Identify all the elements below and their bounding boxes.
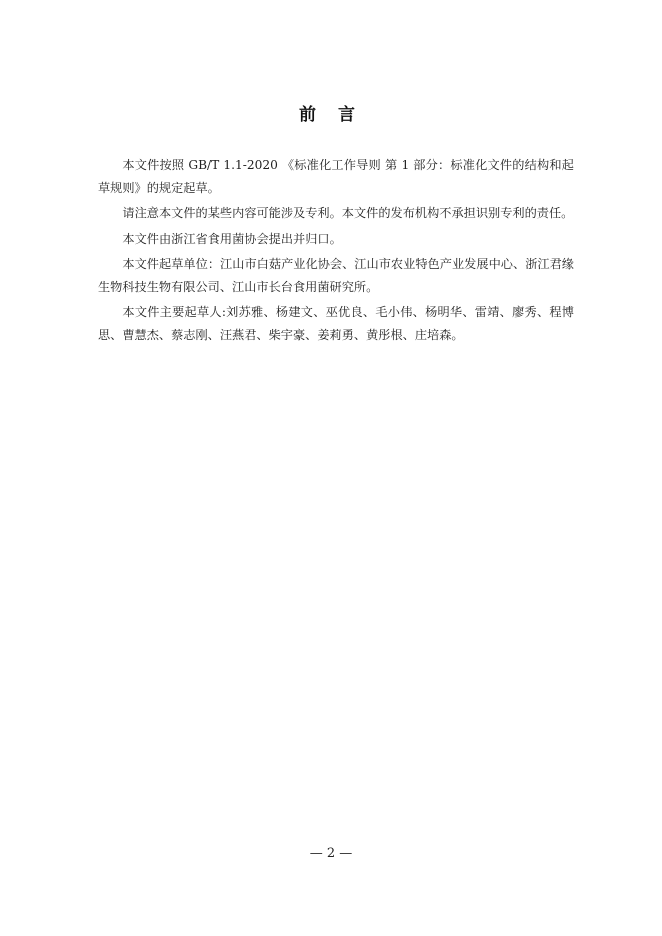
page-number: — 2 — — [309, 846, 353, 861]
foreword-body — [98, 154, 574, 349]
paragraph-drafting-units: 本文件起草单位：江山市白菇产业化协会、江山市农业特色产业发展中心、浙江君缘生物科技生物有限公司、江山市长台食用菌研究所。 — [98, 257, 574, 294]
paragraph-drafters: 本文件主要起草人:刘苏雅、杨建文、巫优良、毛小伟、杨明华、雷靖、廖秀、程博思、曹慧杰、蔡志刚、汪燕君、柴宇豪、姜莉勇、黄彤根、庄培森。 — [98, 305, 574, 342]
paragraph-patent-notice: 请注意本文件的某些内容可能涉及专利。本文件的发布机构不承担识别专利的责任。 — [122, 206, 574, 220]
page-title: 前 言 — [299, 105, 363, 125]
paragraph-proposer: 本文件由浙江省食用菌协会提出并归口。 — [122, 231, 342, 246]
paragraph-drafting-rules: 本文件按照 GB/T 1.1-2020 《标准化工作导则 第 1 部分：标准化文件的结构和起草规则》的规定起草。 — [98, 158, 574, 195]
